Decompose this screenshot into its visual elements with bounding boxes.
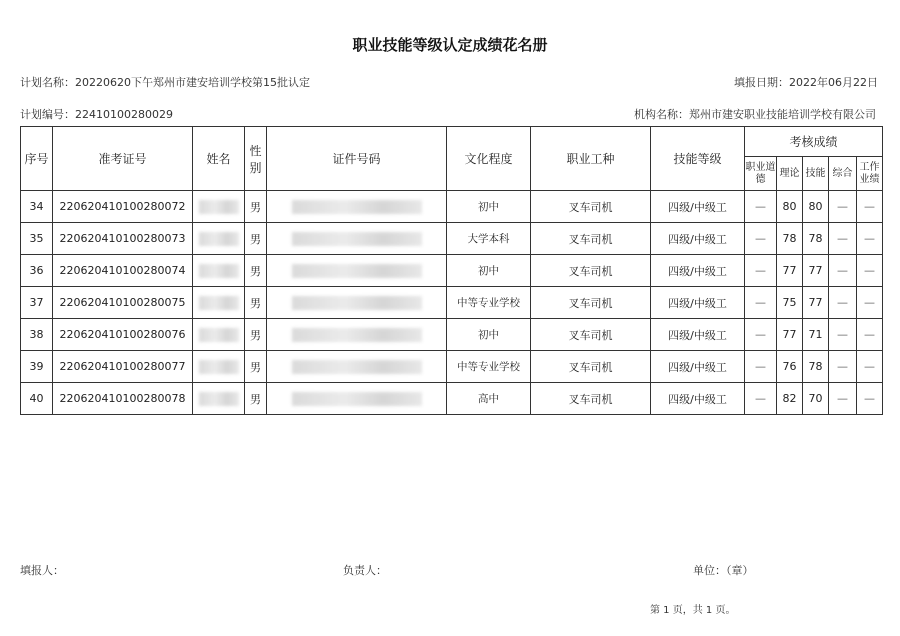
redacted-name [199,264,239,278]
cell-comprehensive: — [829,383,857,415]
cell-skill: 70 [803,383,829,415]
cell-seq: 35 [21,223,53,255]
cell-skill: 78 [803,223,829,255]
redacted-id [292,264,422,278]
cell-work-performance: — [857,319,883,351]
cell-skill-level: 四级/中级工 [651,191,745,223]
cell-theory: 75 [777,287,803,319]
cell-skill: 77 [803,255,829,287]
page-title: 职业技能等级认定成绩花名册 [352,36,548,54]
organization-name: 机构名称：郑州市建安职业技能培训学校有限公司 [634,108,876,121]
cell-seq: 38 [21,319,53,351]
redacted-name [199,328,239,342]
cell-gender: 男 [245,287,267,319]
table-row [21,191,883,223]
cell-id-redacted [267,223,447,255]
cell-ethics: — [745,223,777,255]
redacted-name [199,296,239,310]
page-indicator: 第 1 页，共 1 页。 [650,605,736,616]
cell-occupation: 叉车司机 [531,351,651,383]
cell-ethics: — [745,287,777,319]
cell-education: 初中 [447,319,531,351]
header-skill: 技能 [803,157,829,191]
header-ethics: 职业道德 [745,157,777,191]
redacted-id [292,232,422,246]
cell-work-performance: — [857,191,883,223]
cell-theory: 77 [777,255,803,287]
score-roster-table [20,126,883,415]
redacted-name [199,232,239,246]
cell-exam-no: 220620410100280076 [53,319,193,351]
cell-id-redacted [267,255,447,287]
cell-gender: 男 [245,351,267,383]
reporter-label: 填报人： [20,564,64,577]
cell-name-redacted [193,255,245,287]
cell-theory: 77 [777,319,803,351]
redacted-id [292,360,422,374]
cell-name-redacted [193,351,245,383]
cell-work-performance: — [857,383,883,415]
cell-skill-level: 四级/中级工 [651,223,745,255]
cell-ethics: — [745,319,777,351]
cell-occupation: 叉车司机 [531,383,651,415]
cell-ethics: — [745,351,777,383]
redacted-id [292,392,422,406]
cell-skill: 77 [803,287,829,319]
fill-date: 填报日期：2022年06月22日 [734,76,878,89]
redacted-name [199,392,239,406]
redacted-name [199,200,239,214]
cell-skill-level: 四级/中级工 [651,351,745,383]
cell-theory: 76 [777,351,803,383]
cell-work-performance: — [857,223,883,255]
header-gender: 性别 [245,127,267,191]
plan-number: 计划编号：22410100280029 [20,108,173,121]
cell-occupation: 叉车司机 [531,191,651,223]
redacted-id [292,328,422,342]
cell-id-redacted [267,319,447,351]
header-scores: 考核成绩 [745,127,883,157]
cell-gender: 男 [245,191,267,223]
cell-education: 大学本科 [447,223,531,255]
table-row [21,287,883,319]
cell-work-performance: — [857,351,883,383]
cell-exam-no: 220620410100280073 [53,223,193,255]
cell-work-performance: — [857,287,883,319]
responsible-label: 负责人： [343,564,387,577]
header-comprehensive: 综合 [829,157,857,191]
header-education: 文化程度 [447,127,531,191]
unit-seal-label: 单位：（章） [693,564,754,577]
cell-skill: 80 [803,191,829,223]
header-theory: 理论 [777,157,803,191]
cell-occupation: 叉车司机 [531,223,651,255]
cell-skill-level: 四级/中级工 [651,383,745,415]
redacted-id [292,296,422,310]
cell-id-redacted [267,383,447,415]
header-seq: 序号 [21,127,53,191]
cell-education: 高中 [447,383,531,415]
cell-comprehensive: — [829,287,857,319]
table-row [21,255,883,287]
cell-id-redacted [267,287,447,319]
cell-occupation: 叉车司机 [531,255,651,287]
table-row [21,351,883,383]
cell-theory: 82 [777,383,803,415]
cell-theory: 80 [777,191,803,223]
cell-name-redacted [193,223,245,255]
cell-skill-level: 四级/中级工 [651,319,745,351]
cell-comprehensive: — [829,255,857,287]
cell-skill: 78 [803,351,829,383]
cell-theory: 78 [777,223,803,255]
cell-skill: 71 [803,319,829,351]
cell-comprehensive: — [829,191,857,223]
cell-gender: 男 [245,255,267,287]
cell-comprehensive: — [829,351,857,383]
cell-exam-no: 220620410100280075 [53,287,193,319]
table-row [21,319,883,351]
cell-name-redacted [193,191,245,223]
cell-gender: 男 [245,223,267,255]
cell-id-redacted [267,191,447,223]
table-row [21,383,883,415]
header-id-no: 证件号码 [267,127,447,191]
cell-exam-no: 220620410100280072 [53,191,193,223]
cell-comprehensive: — [829,223,857,255]
cell-education: 初中 [447,255,531,287]
cell-exam-no: 220620410100280077 [53,351,193,383]
header-occupation: 职业工种 [531,127,651,191]
cell-ethics: — [745,255,777,287]
cell-skill-level: 四级/中级工 [651,287,745,319]
cell-education: 中等专业学校 [447,351,531,383]
cell-id-redacted [267,351,447,383]
cell-seq: 39 [21,351,53,383]
cell-ethics: — [745,191,777,223]
cell-occupation: 叉车司机 [531,319,651,351]
header-exam-no: 准考证号 [53,127,193,191]
cell-exam-no: 220620410100280074 [53,255,193,287]
cell-education: 初中 [447,191,531,223]
cell-seq: 34 [21,191,53,223]
cell-skill-level: 四级/中级工 [651,255,745,287]
redacted-name [199,360,239,374]
plan-name: 计划名称：20220620下午郑州市建安培训学校第15批认定 [20,76,310,89]
table-row [21,223,883,255]
cell-exam-no: 220620410100280078 [53,383,193,415]
cell-work-performance: — [857,255,883,287]
header-skill-level: 技能等级 [651,127,745,191]
cell-name-redacted [193,287,245,319]
cell-name-redacted [193,319,245,351]
cell-seq: 37 [21,287,53,319]
header-name: 姓名 [193,127,245,191]
cell-seq: 36 [21,255,53,287]
cell-education: 中等专业学校 [447,287,531,319]
cell-occupation: 叉车司机 [531,287,651,319]
cell-gender: 男 [245,383,267,415]
cell-gender: 男 [245,319,267,351]
cell-name-redacted [193,383,245,415]
header-work-performance: 工作业绩 [857,157,883,191]
redacted-id [292,200,422,214]
cell-seq: 40 [21,383,53,415]
cell-ethics: — [745,383,777,415]
cell-comprehensive: — [829,319,857,351]
